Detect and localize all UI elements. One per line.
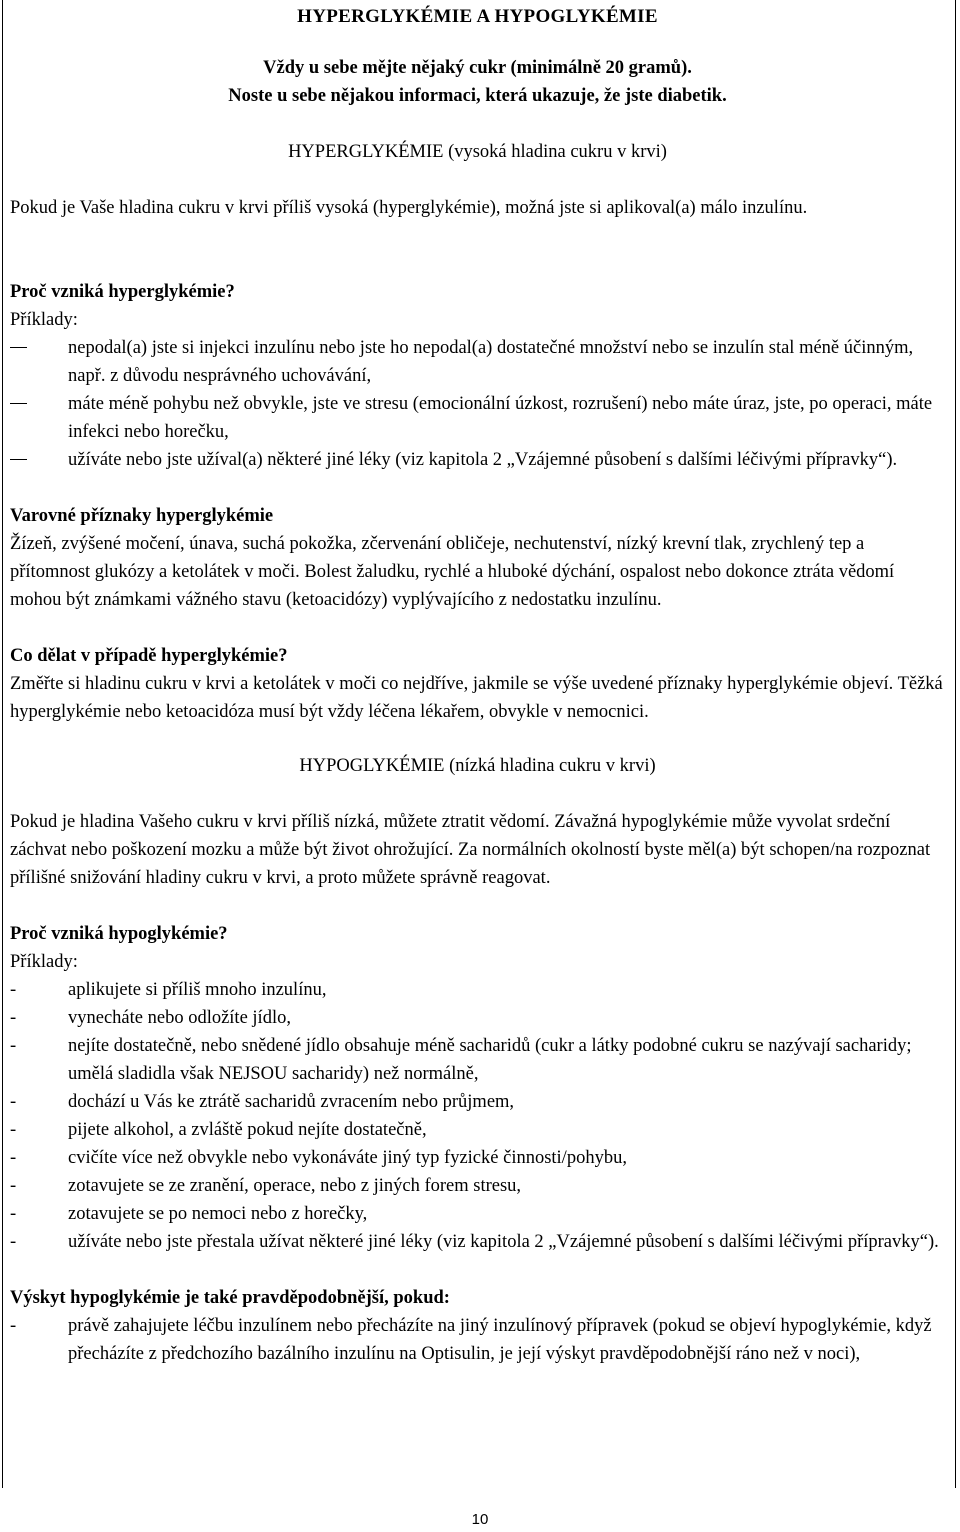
- hypo-lead: Pokud je hladina Vašeho cukru v krvi příliš nízká, můžete ztratit vědomí. Závažná hypoglykémie může vyvolat srdeční záchvat nebo poškození mozku a může být život ohrožující. Za normálních okolností byste měl(a) být schopen/na rozpoznat přílišné snižování hladiny cukru v krvi, a proto můžete správně reagovat.: [10, 812, 931, 888]
- hypo-likely-list: [10, 1312, 945, 1368]
- list-item: - nejíte dostatečně, nebo snědené jídlo obsahuje méně sacharidů (cukr a látky podobné cukru se nazývají sacharidy; umělá sladidla však NEJSOU sacharidy) než normálně,: [10, 1036, 912, 1084]
- document-body: [10, 3, 945, 1368]
- hypo-why-heading: Proč vzniká hypoglykémie?: [10, 924, 228, 944]
- page-title: HYPERGLYKÉMIE A HYPOGLYKÉMIE: [297, 6, 658, 27]
- page-number: 10: [471, 1511, 489, 1528]
- hyper-why-heading: Proč vzniká hyperglykémie?: [10, 282, 235, 302]
- hyper-action-text: Změřte si hladinu cukru v krvi a ketolátek v moči co nejdříve, jakmile se výše uvedené příznaky hyperglykémie objeví. Těžká hyperglykémie nebo ketoacidóza musí být vždy léčena lékařem, obvykle v nemocnici.: [10, 674, 943, 722]
- hypo-heading: HYPOGLYKÉMIE (nízká hladina cukru v krvi): [299, 756, 656, 776]
- list-item: máte méně pohybu než obvykle, jste ve stresu (emocionální úzkost, rozrušení) nebo máte úraz, jste, po operaci, máte infekci nebo horečku,: [68, 394, 933, 442]
- list-item: - vynecháte nebo odložíte jídlo,: [10, 1008, 291, 1028]
- list-item: - užíváte nebo jste přestala užívat některé jiné léky (viz kapitola 2 „Vzájemné působení s dalšími léčivými přípravky“).: [10, 1232, 939, 1252]
- list-item: - dochází u Vás ke ztrátě sacharidů zvracením nebo průjmem,: [10, 1092, 515, 1112]
- list-item: - právě zahajujete léčbu inzulínem nebo přecházíte na jiný inzulínový přípravek (pokud se objeví hypoglykémie, když přecházíte z předchozího bazálního inzulínu na Optisulin, je její výskyt pravděpodobnější ráno než v noci),: [10, 1316, 932, 1364]
- list-item: užíváte nebo jste užíval(a) některé jiné léky (viz kapitola 2 „Vzájemné působení s dalšími léčivými přípravky“).: [68, 450, 898, 470]
- hyper-causes-list: [10, 334, 945, 474]
- hyper-warning-heading: Varovné příznaky hyperglykémie: [10, 506, 274, 526]
- intro-line-2: Noste u sebe nějakou informaci, která ukazuje, že jste diabetik.: [228, 86, 727, 106]
- hypo-examples-label: Příklady:: [10, 952, 78, 972]
- hyper-action-heading: Co dělat v případě hyperglykémie?: [10, 646, 288, 666]
- hyper-examples-label: Příklady:: [10, 310, 78, 330]
- list-item: nepodal(a) jste si injekci inzulínu nebo jste ho nepodal(a) dostatečné množství nebo se inzulín stal méně účinným, např. z důvodu nesprávného uchovávání,: [68, 338, 914, 386]
- hypo-causes-list: [10, 976, 945, 1256]
- hyper-warning-text: Žízeň, zvýšené močení, únava, suchá pokožka, zčervenání obličeje, nechutenství, nízký krevní tlak, zrychlený tep a přítomnost glukózy a ketolátek v moči. Bolest žaludku, rychlé a hluboké dýchání, ospalost nebo dokonce ztráta vědomí mohou být známkami vážného stavu (ketoacidózy) vyplývajícího z nedostatku inzulínu.: [10, 534, 895, 610]
- list-item: - pijete alkohol, a zvláště pokud nejíte dostatečně,: [10, 1120, 427, 1140]
- list-item: - zotavujete se po nemoci nebo z horečky,: [10, 1204, 368, 1224]
- hyper-lead: Pokud je Vaše hladina cukru v krvi příliš vysoká (hyperglykémie), možná jste si aplikoval(a) málo inzulínu.: [10, 198, 808, 218]
- list-item: - zotavujete se ze zranění, operace, nebo z jiných forem stresu,: [10, 1176, 522, 1196]
- hypo-likely-heading: Výskyt hypoglykémie je také pravděpodobnější, pokud:: [10, 1288, 450, 1308]
- list-item: - cvičíte více než obvykle nebo vykonáváte jiný typ fyzické činnosti/pohybu,: [10, 1148, 627, 1168]
- list-item: - aplikujete si příliš mnoho inzulínu,: [10, 980, 327, 1000]
- intro-line-1: Vždy u sebe mějte nějaký cukr (minimálně 20 gramů).: [263, 58, 692, 78]
- hyper-heading: HYPERGLYKÉMIE (vysoká hladina cukru v krvi): [288, 142, 667, 162]
